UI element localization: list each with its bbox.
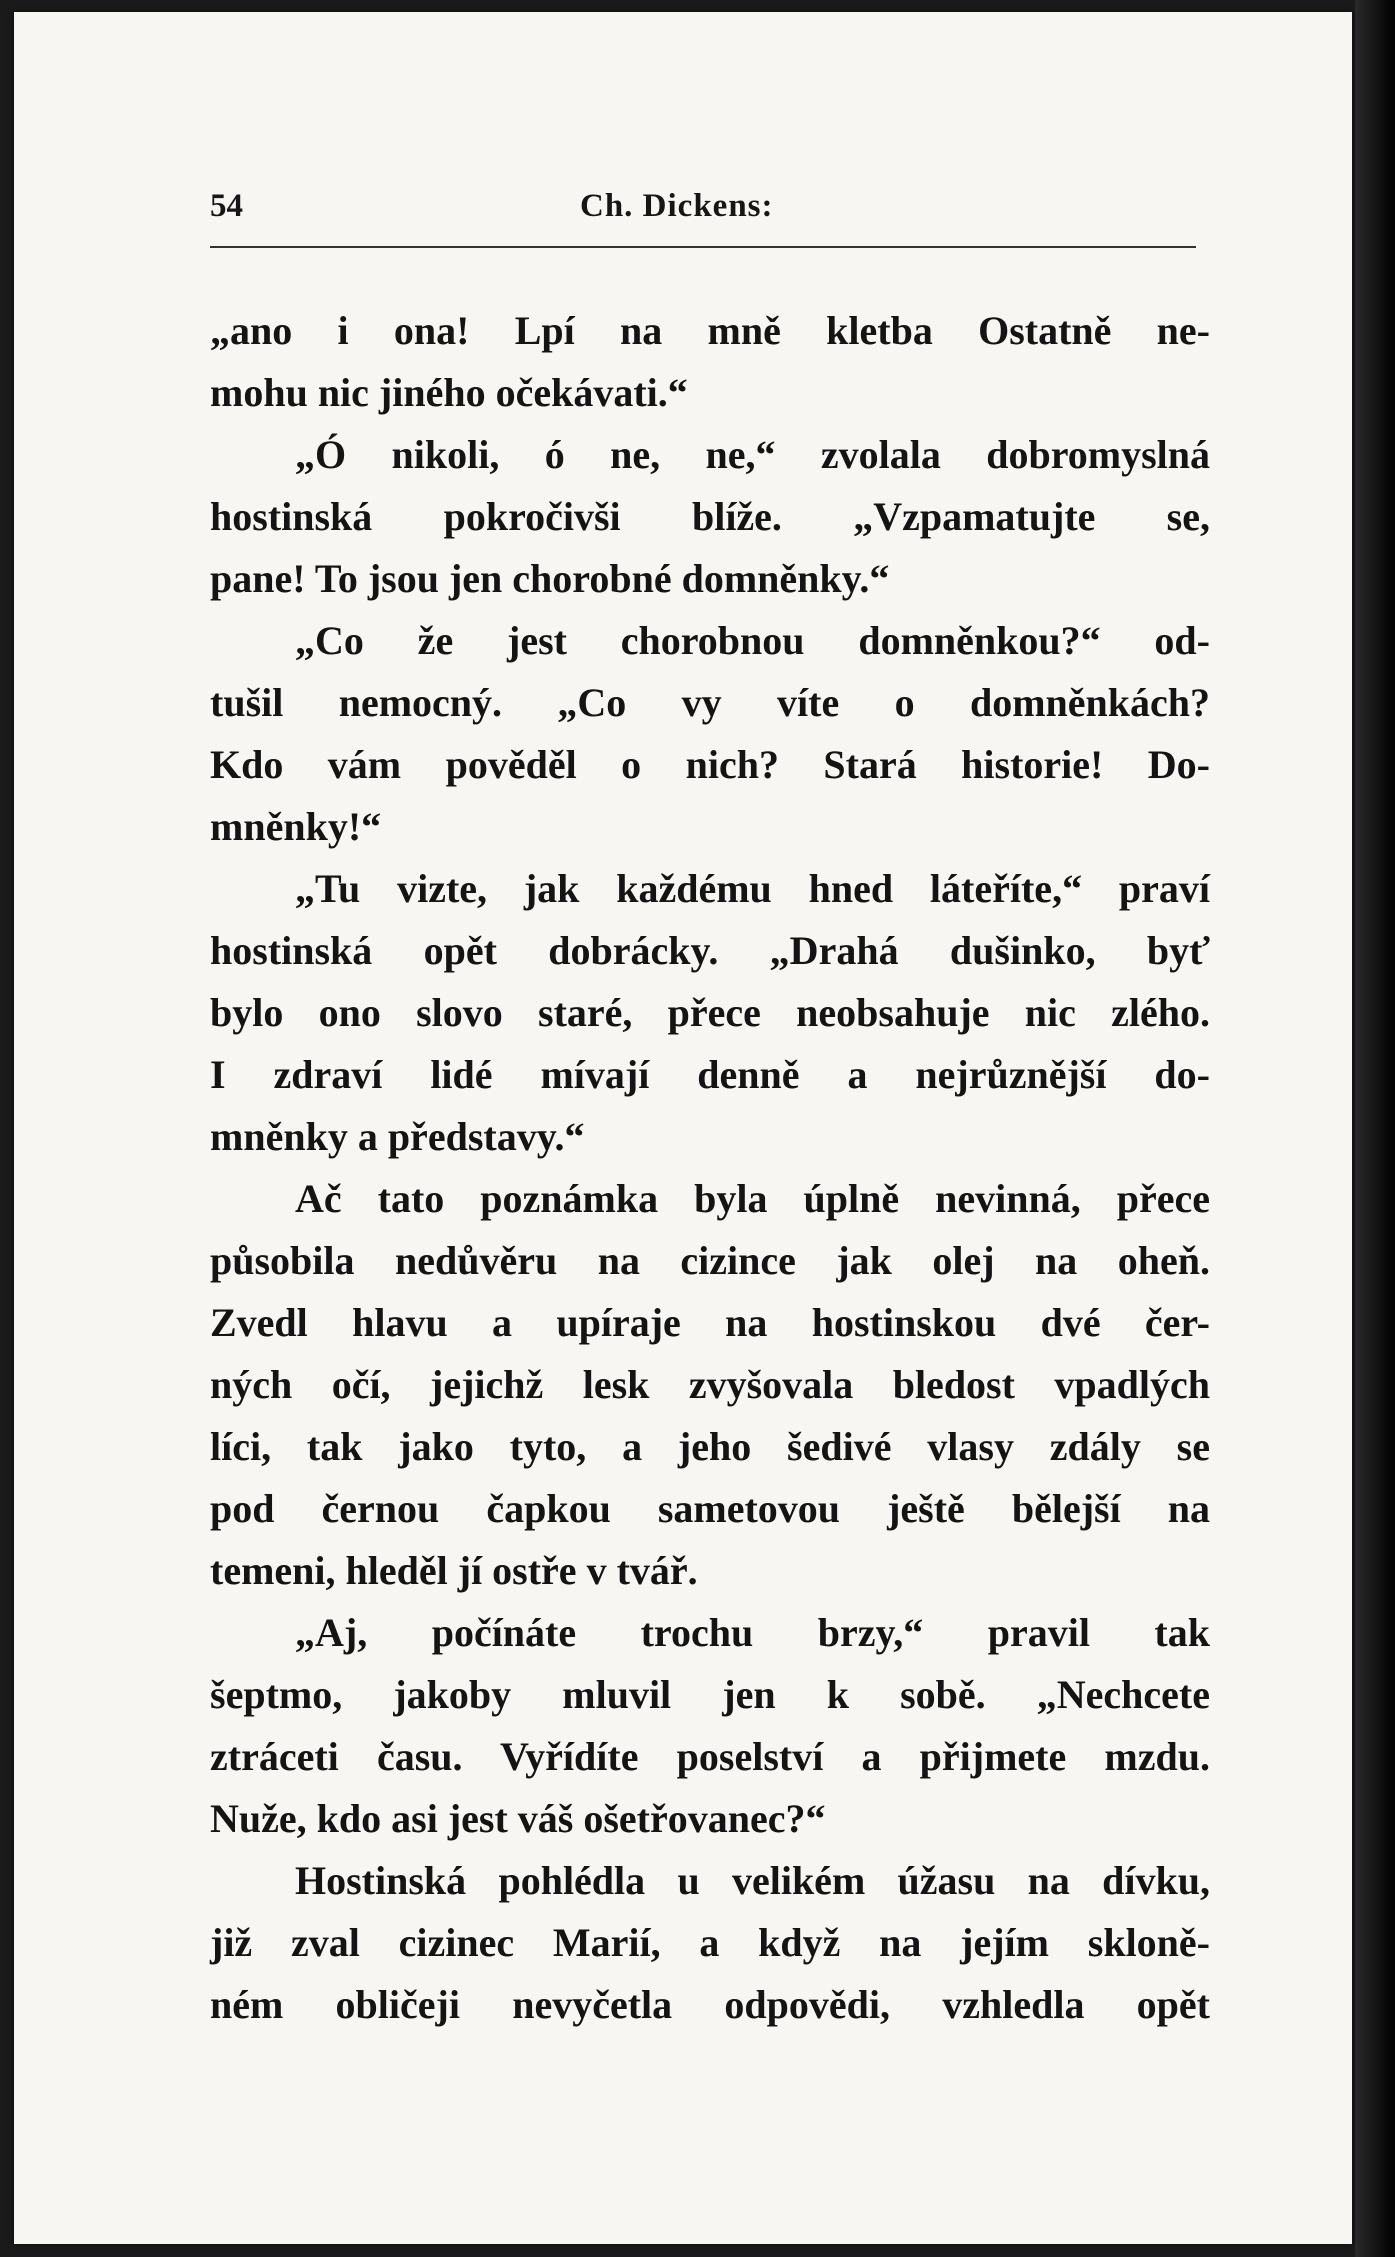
page-header [210, 180, 1200, 236]
text-line: tušil nemocný. „Co vy víte o domněnkách? [210, 680, 1210, 725]
text-line: Kdo vám pověděl o nich? Stará historie! Do- [210, 742, 1210, 787]
text-line: Zvedl hlavu a upíraje na hostinskou dvé čer- [210, 1300, 1210, 1345]
text-line: Hostinská pohlédla u velikém úžasu na dívku, [295, 1858, 1210, 1903]
page-number: 54 [210, 188, 243, 224]
text-line: mněnky a představy.“ [210, 1114, 585, 1159]
text-line: bylo ono slovo staré, přece neobsahuje nic zlého. [210, 990, 1210, 1035]
text-line: „ano i ona! Lpí na mně kletba Ostatně ne- [210, 308, 1210, 353]
text-line: I zdraví lidé mívají denně a nejrůznější do- [210, 1052, 1210, 1097]
text-line: temeni, hleděl jí ostře v tvář. [210, 1548, 698, 1593]
text-line: „Tu vizte, jak každému hned láteříte,“ praví [295, 866, 1210, 911]
text-line: již zval cizinec Marií, a když na jejím skloně- [210, 1920, 1210, 1965]
body-text [210, 300, 1210, 2036]
header-rule [210, 246, 1196, 248]
text-line: hostinská pokročivši blíže. „Vzpamatujte se, [210, 494, 1210, 539]
text-line: pane! To jsou jen chorobné domněnky.“ [210, 556, 890, 601]
text-line: mněnky!“ [210, 804, 382, 849]
text-line: líci, tak jako tyto, a jeho šedivé vlasy zdály se [210, 1424, 1210, 1469]
text-line: „Ó nikoli, ó ne, ne,“ zvolala dobromyslná [295, 432, 1210, 477]
text-line: „Co že jest chorobnou domněnkou?“ od- [295, 618, 1210, 663]
text-line: „Aj, počínáte trochu brzy,“ pravil tak [295, 1610, 1210, 1655]
book-binding-edge [1355, 0, 1395, 2257]
text-line: Nuže, kdo asi jest váš ošetřovanec?“ [210, 1796, 826, 1841]
running-title: Ch. Dickens: [580, 188, 774, 224]
text-line: působila nedůvěru na cizince jak olej na oheň. [210, 1238, 1210, 1283]
text-line: ném obličeji nevyčetla odpovědi, vzhledla opět [210, 1982, 1210, 2027]
text-line: hostinská opět dobrácky. „Drahá dušinko, byť [210, 928, 1210, 973]
text-line: ných očí, jejichž lesk zvyšovala bledost vpadlých [210, 1362, 1210, 1407]
text-line: mohu nic jiného očekávati.“ [210, 370, 688, 415]
text-line: pod černou čapkou sametovou ještě bělejší na [210, 1486, 1210, 1531]
text-line: Ač tato poznámka byla úplně nevinná, přece [295, 1176, 1210, 1221]
text-line: šeptmo, jakoby mluvil jen k sobě. „Nechcete [210, 1672, 1210, 1717]
text-line: ztráceti času. Vyřídíte poselství a přijmete mzdu. [210, 1734, 1210, 1779]
